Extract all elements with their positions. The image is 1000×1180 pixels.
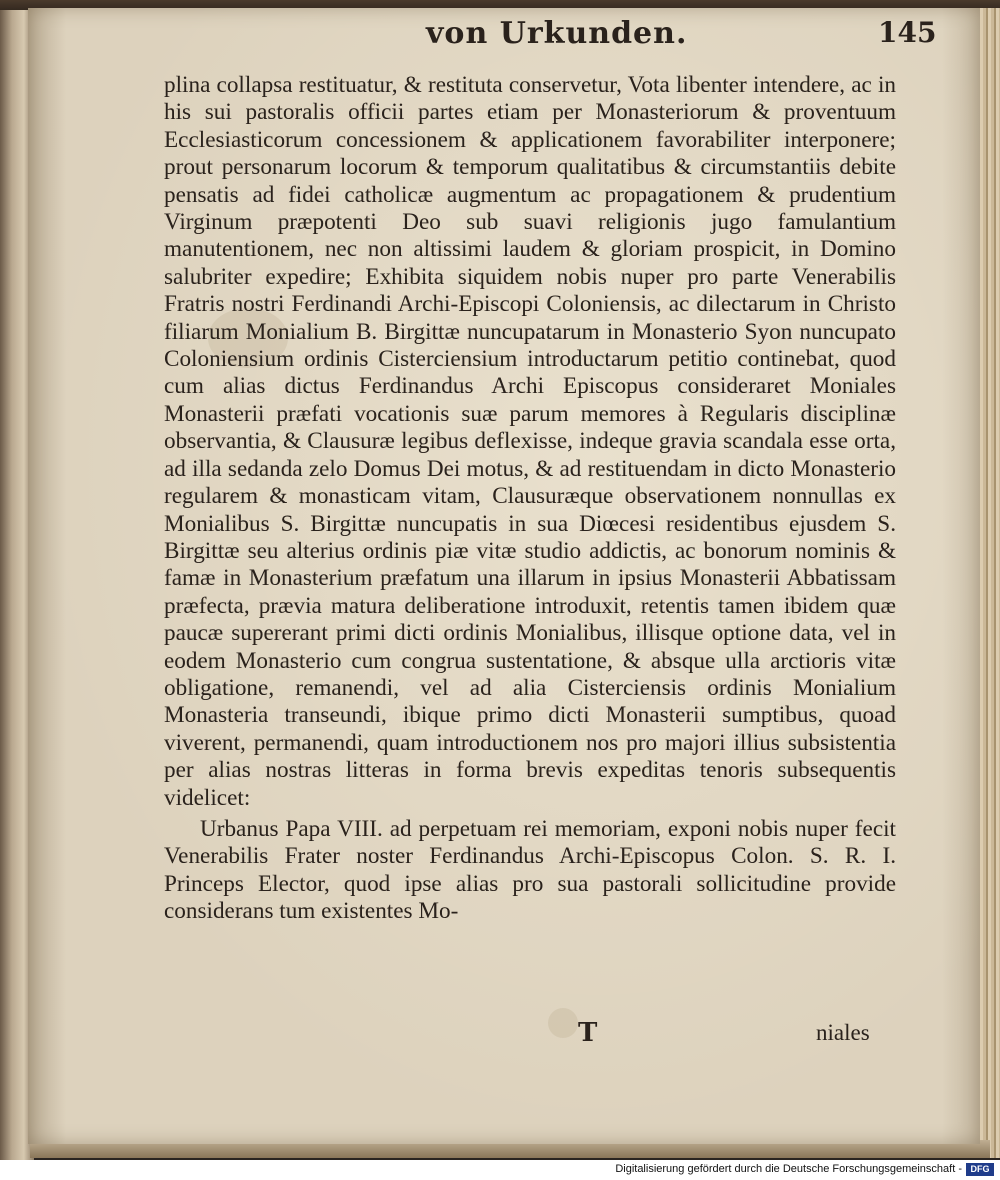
running-head: von Urkunden. — [426, 16, 688, 51]
digitization-credit: Digitalisierung gefördert durch die Deutsche Forschungsgemeinschaft - — [615, 1163, 962, 1175]
catchword: niales — [816, 1020, 870, 1045]
body-paragraph: plina collapsa restituatur, & restituta conservetur, Vota libenter intendere, ac in his sui pastoralis officii partes etiam per Monasteriorum & proventuum Ecclesiasticorum concessionem & applicationem favorabiliter interponere; prout personarum locorum & temporum qualitatibus & circumstantiis debite pensatis ad fidei catholicæ augmentum ac propagationem & prudentium Virginum præpotenti Deo sub suavi religionis jugo famulantium manutentionem, nec non altissimi laudem & gloriam prospicit, in Domino salubriter expedire; Exhibita siquidem nobis nuper pro parte Venerabilis Fratris nostri Ferdinandi Archi-Episcopi Coloniensis, ac dilectarum in Christo filiarum Monialium B. Birgittæ nuncupatarum in Monasterio Syon nuncupato Coloniensium ordinis Cisterciensium introductarum petitio continebat, quod cum alias dictus Ferdinandus Archi Episcopus consideraret Moniales Monasterii præfati vocationis suæ parum memores à Regularis disciplinæ observantia, & Clausuræ legibus deflexisse, indeque gravia scandala esse orta, ad illa sedanda zelo Domus Dei motus, & ad restituendam in dicto Monasterio regularem & monasticam vitam, Clausuræque observationem nonnullas ex Monialibus S. Birgittæ nuncupatis in sua Diœcesi residentibus ejusdem S. Birgittæ seu alterius ordinis piæ vitæ studio addictis, ac bonorum nominis & famæ in Monasterium præfatum una illarum in ipsius Monasterii Abbatissam præfecta, prævia matura deliberatione introduxit, retentis tamen ibidem quæ paucæ supererant primi dicti ordinis Monialibus, illisque optione data, vel in eodem Monasterio cum congrua sustentatione, & absque ulla arctioris vitæ obligatione, remanendi, vel ad alia Cisterciensis ordinis Monialium Monasteria transeundi, ibique primo dicti Monasterii sumptibus, quoad viverent, permanendi, quam introductionem nos pro majori illius subsistentia per alias nostras litteras in forma brevis expeditas tenoris subsequentis videlicet: — [164, 72, 896, 811]
digitization-footer — [0, 1160, 1000, 1180]
book-page — [28, 8, 980, 1144]
body-text — [164, 72, 896, 926]
page-number: 145 — [878, 16, 937, 49]
dfg-logo-icon: DFG — [966, 1163, 994, 1176]
paper-stain — [548, 1008, 578, 1038]
signature-mark: T — [578, 1018, 598, 1048]
body-paragraph: Urbanus Papa VIII. ad perpetuam rei memoriam, exponi nobis nuper fecit Venerabilis Frater noster Ferdinandus Archi-Episcopus Colon. S. R. I. Princeps Elector, quod ipse alias pro sua pastorali sollicitudine provide considerans tum existentes Mo- — [164, 815, 896, 925]
